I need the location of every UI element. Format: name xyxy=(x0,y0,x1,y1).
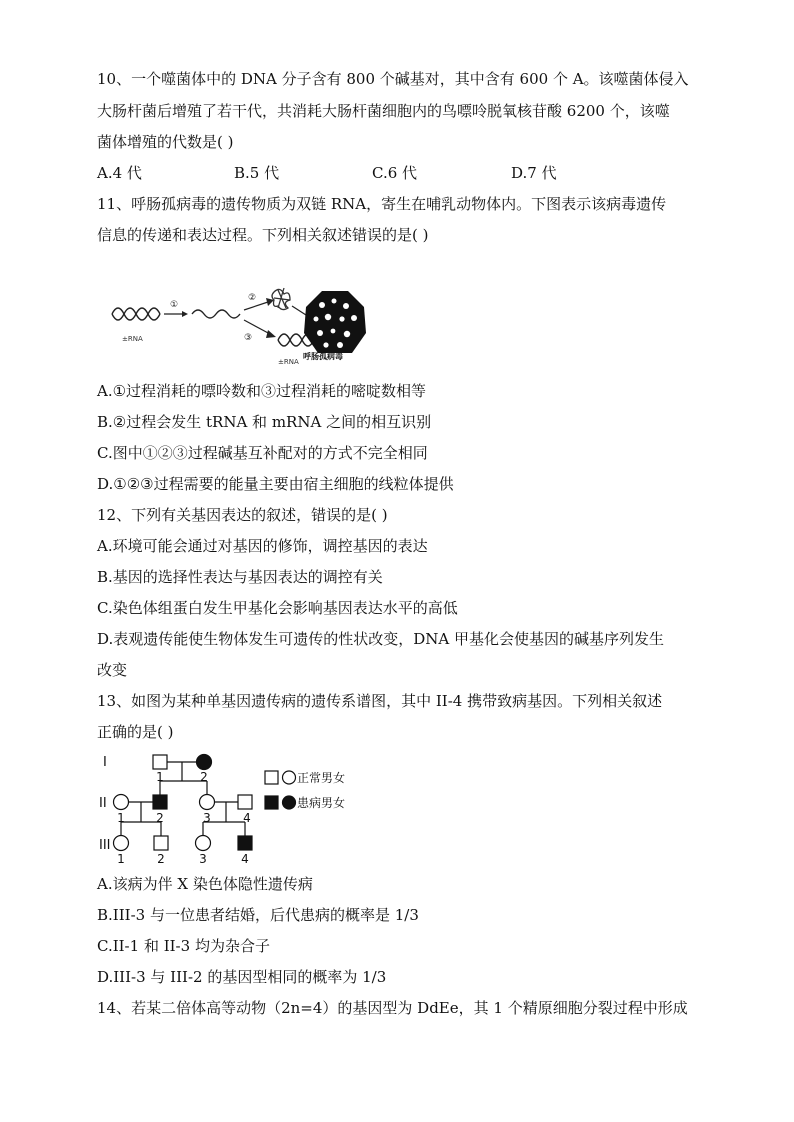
q12-option-c: C.染色体组蛋白发生甲基化会影响基因表达水平的高低 xyxy=(97,599,458,617)
q11-option-a: A.①过程消耗的嘌呤数和③过程消耗的嘧啶数相等 xyxy=(97,382,427,400)
q13-option-d: D.III-3 与 III-2 的基因型相同的概率为 1/3 xyxy=(97,968,387,986)
iii-4-affected-male xyxy=(238,836,252,850)
legend-normal-label: 正常男女 xyxy=(297,771,346,785)
q11-step1-marker: ① xyxy=(170,300,179,310)
q11-label-mid-rna: ±RNA xyxy=(278,358,299,366)
double-strand-rna-helix-left xyxy=(112,308,160,320)
q11-option-b: B.②过程会发生 tRNA 和 mRNA 之间的相互识别 xyxy=(97,413,432,431)
q10-option-a: A.4 代 xyxy=(97,164,142,182)
iii-4-number: 4 xyxy=(241,852,249,866)
q10-stem-line2: 大肠杆菌后增殖了若干代，共消耗大肠杆菌细胞内的鸟嘌呤脱氧核苷酸 6200 个，该噬 xyxy=(97,102,670,120)
generation-iii-label: III xyxy=(99,838,111,853)
reovirus-particle-icon xyxy=(302,289,368,361)
legend-affected-male-icon xyxy=(265,796,278,809)
i-2-affected-female xyxy=(197,755,212,770)
q13-stem-line1: 13、如图为某种单基因遗传病的遗传系谱图，其中 II-4 携带致病基因。下列相关叙述 xyxy=(97,692,663,710)
q10-option-b: B.5 代 xyxy=(234,164,280,182)
generation-i-label: I xyxy=(103,755,107,770)
ii-2-affected-male xyxy=(153,795,167,809)
arrow-step1 xyxy=(164,311,188,317)
q12-option-d-line1: D.表观遗传能使生物体发生可遗传的性状改变，DNA 甲基化会使基因的碱基序列发生 xyxy=(97,630,665,648)
q11-step3-marker: ③ xyxy=(244,333,253,343)
ii-4-normal-male xyxy=(238,795,252,809)
iii-2-number: 2 xyxy=(157,852,165,866)
iii-1-number: 1 xyxy=(117,852,125,866)
q10-option-c: C.6 代 xyxy=(372,164,418,182)
legend-normal-female-icon xyxy=(283,771,296,784)
q11-label-virus: 呼肠孤病毒 xyxy=(303,352,343,361)
ii-3-normal-female xyxy=(200,795,215,810)
q10-stem-line1: 10、一个噬菌体中的 DNA 分子含有 800 个碱基对，其中含有 600 个 A。该噬菌体侵入 xyxy=(97,70,689,88)
i-1-number: 1 xyxy=(156,770,164,784)
legend-affected-female-icon xyxy=(283,796,296,809)
q11-stem-line2: 信息的传递和表达过程。下列相关叙述错误的是( ) xyxy=(97,226,429,244)
q12-option-d-line2: 改变 xyxy=(97,661,128,679)
iii-3-normal-female xyxy=(196,836,211,851)
i-2-number: 2 xyxy=(200,770,208,784)
ii-3-number: 3 xyxy=(203,811,211,825)
q11-label-left-rna: ±RNA xyxy=(122,335,143,343)
q13-stem-line2: 正确的是( ) xyxy=(97,723,174,741)
legend-affected-label: 患病男女 xyxy=(297,796,346,810)
q11-option-d: D.①②③过程需要的能量主要由宿主细胞的线粒体提供 xyxy=(97,475,454,493)
i-1-normal-male xyxy=(153,755,167,769)
q14-stem-line1: 14、若某二倍体高等动物（2n=4）的基因型为 DdEe，其 1 个精原细胞分裂过程中形成 xyxy=(97,999,688,1017)
ii-4-number: 4 xyxy=(243,811,251,825)
protein-icon xyxy=(272,288,290,310)
q11-stem-line1: 11、呼肠孤病毒的遗传物质为双链 RNA，寄生在哺乳动物体内。下图表示该病毒遗传 xyxy=(97,195,667,213)
q13-pedigree-chart xyxy=(97,750,367,870)
single-strand-rna xyxy=(192,310,240,318)
q10-stem-line3: 菌体增殖的代数是( ) xyxy=(97,133,234,151)
iii-2-normal-male xyxy=(154,836,168,850)
q11-step2-marker: ② xyxy=(248,293,257,303)
q11-option-c: C.图中①②③过程碱基互补配对的方式不完全相同 xyxy=(97,444,428,462)
q13-option-b: B.III-3 与一位患者结婚，后代患病的概率是 1/3 xyxy=(97,906,419,924)
q10-option-d: D.7 代 xyxy=(511,164,557,182)
q12-option-a: A.环境可能会通过对基因的修饰，调控基因的表达 xyxy=(97,537,428,555)
q12-option-b: B.基因的选择性表达与基因表达的调控有关 xyxy=(97,568,383,586)
ii-2-number: 2 xyxy=(156,811,164,825)
q12-stem: 12、下列有关基因表达的叙述，错误的是( ) xyxy=(97,506,388,524)
generation-ii-label: II xyxy=(99,796,107,811)
q13-option-c: C.II-1 和 II-3 均为杂合子 xyxy=(97,937,270,955)
q13-option-a: A.该病为伴 X 染色体隐性遗传病 xyxy=(97,875,313,893)
legend-normal-male-icon xyxy=(265,771,278,784)
ii-1-normal-female xyxy=(114,795,129,810)
iii-3-number: 3 xyxy=(199,852,207,866)
ii-1-number: 1 xyxy=(117,811,125,825)
iii-1-normal-female xyxy=(114,836,129,851)
